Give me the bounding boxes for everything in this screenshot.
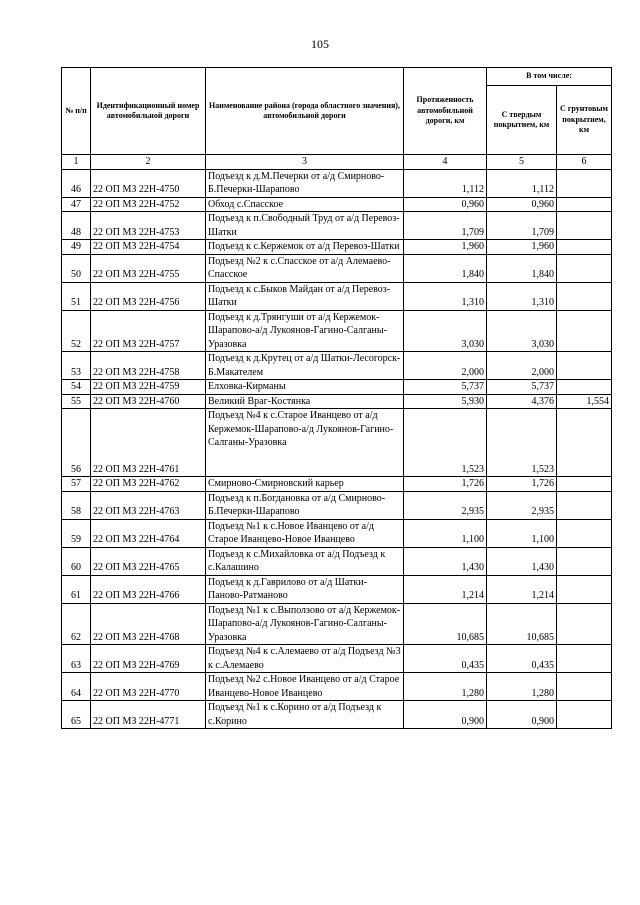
road-length: 2,000	[404, 352, 487, 380]
road-id: 22 ОП МЗ 22Н-4761	[91, 409, 206, 477]
row-number: 53	[62, 352, 91, 380]
table-row	[62, 409, 612, 477]
soil-surface-length	[557, 603, 612, 645]
road-name: Подъезд к д.Гаврилово от а/д Шатки-Паново-Ратманово	[206, 575, 404, 603]
road-id: 22 ОП МЗ 22Н-4750	[91, 169, 206, 197]
table-body	[62, 169, 612, 729]
hard-surface-length: 1,100	[487, 519, 557, 547]
row-number: 54	[62, 380, 91, 395]
row-number: 63	[62, 645, 91, 673]
table-row	[62, 519, 612, 547]
header-name: Наименование района (города областного значения), автомобильной дороги	[206, 68, 404, 155]
soil-surface-length	[557, 197, 612, 212]
hard-surface-length: 1,523	[487, 409, 557, 477]
road-id: 22 ОП МЗ 22Н-4766	[91, 575, 206, 603]
column-number: 6	[557, 155, 612, 170]
hard-surface-length: 1,280	[487, 673, 557, 701]
row-number: 57	[62, 477, 91, 492]
road-name: Подъезд №2 с.Новое Иванцево от а/д Старое Иванцево-Новое Иванцево	[206, 673, 404, 701]
road-name: Подъезд №4 к с.Старое Иванцево от а/д Кержемок-Шарапово-а/д Лукоянов-Гагино-Салганы-Уразовка	[206, 409, 404, 477]
road-length: 1,280	[404, 673, 487, 701]
header-num: № п/п	[62, 68, 91, 155]
row-number: 46	[62, 169, 91, 197]
table-row	[62, 394, 612, 409]
column-number: 1	[62, 155, 91, 170]
road-length: 5,930	[404, 394, 487, 409]
column-number: 4	[404, 155, 487, 170]
hard-surface-length: 5,737	[487, 380, 557, 395]
road-name: Смирново-Смирновский карьер	[206, 477, 404, 492]
road-length: 1,112	[404, 169, 487, 197]
road-length: 1,523	[404, 409, 487, 477]
road-length: 1,100	[404, 519, 487, 547]
road-id: 22 ОП МЗ 22Н-4759	[91, 380, 206, 395]
table-row	[62, 197, 612, 212]
hard-surface-length: 1,726	[487, 477, 557, 492]
road-name: Подъезд к с.Быков Майдан от а/д Перевоз-Шатки	[206, 282, 404, 310]
road-length: 1,726	[404, 477, 487, 492]
row-number: 59	[62, 519, 91, 547]
road-id: 22 ОП МЗ 22Н-4762	[91, 477, 206, 492]
row-number: 49	[62, 240, 91, 255]
hard-surface-length: 4,376	[487, 394, 557, 409]
road-length: 3,030	[404, 310, 487, 352]
header-group: В том числе:	[487, 68, 612, 86]
road-id: 22 ОП МЗ 22Н-4763	[91, 491, 206, 519]
table-row	[62, 380, 612, 395]
road-name: Подъезд к п.Свободный Труд от а/д Перевоз-Шатки	[206, 212, 404, 240]
soil-surface-length	[557, 491, 612, 519]
road-id: 22 ОП МЗ 22Н-4758	[91, 352, 206, 380]
road-id: 22 ОП МЗ 22Н-4756	[91, 282, 206, 310]
soil-surface-length	[557, 409, 612, 477]
table-row	[62, 352, 612, 380]
soil-surface-length	[557, 673, 612, 701]
hard-surface-length: 1,430	[487, 547, 557, 575]
road-length: 5,737	[404, 380, 487, 395]
soil-surface-length	[557, 282, 612, 310]
road-id: 22 ОП МЗ 22Н-4757	[91, 310, 206, 352]
row-number: 52	[62, 310, 91, 352]
table-row	[62, 547, 612, 575]
table-row	[62, 603, 612, 645]
soil-surface-length	[557, 575, 612, 603]
table-row	[62, 645, 612, 673]
hard-surface-length: 2,935	[487, 491, 557, 519]
road-id: 22 ОП МЗ 22Н-4760	[91, 394, 206, 409]
road-length: 0,960	[404, 197, 487, 212]
hard-surface-length: 1,112	[487, 169, 557, 197]
road-name: Подъезд №1 к с.Новое Иванцево от а/д Старое Иванцево-Новое Иванцево	[206, 519, 404, 547]
row-number: 58	[62, 491, 91, 519]
row-number: 47	[62, 197, 91, 212]
road-length: 0,435	[404, 645, 487, 673]
road-name: Подъезд к с.Кержемок от а/д Перевоз-Шатки	[206, 240, 404, 255]
soil-surface-length	[557, 352, 612, 380]
header-length: Протяженность автомобильной дороги, км	[404, 68, 487, 155]
row-number: 48	[62, 212, 91, 240]
row-number: 50	[62, 254, 91, 282]
soil-surface-length	[557, 240, 612, 255]
road-id: 22 ОП МЗ 22Н-4770	[91, 673, 206, 701]
hard-surface-length: 1,840	[487, 254, 557, 282]
column-number: 2	[91, 155, 206, 170]
road-length: 1,840	[404, 254, 487, 282]
header-hard: С твердым покрытием, км	[487, 86, 557, 155]
soil-surface-length	[557, 701, 612, 729]
row-number: 51	[62, 282, 91, 310]
road-name: Великий Враг-Костянка	[206, 394, 404, 409]
column-number-row	[62, 155, 612, 170]
hard-surface-length: 1,214	[487, 575, 557, 603]
row-number: 64	[62, 673, 91, 701]
row-number: 60	[62, 547, 91, 575]
hard-surface-length: 3,030	[487, 310, 557, 352]
hard-surface-length: 0,900	[487, 701, 557, 729]
road-id: 22 ОП МЗ 22Н-4754	[91, 240, 206, 255]
road-length: 2,935	[404, 491, 487, 519]
soil-surface-length	[557, 169, 612, 197]
road-id: 22 ОП МЗ 22Н-4771	[91, 701, 206, 729]
row-number: 62	[62, 603, 91, 645]
roads-table	[61, 67, 612, 729]
soil-surface-length	[557, 645, 612, 673]
road-id: 22 ОП МЗ 22Н-4768	[91, 603, 206, 645]
road-length: 0,900	[404, 701, 487, 729]
row-number: 55	[62, 394, 91, 409]
column-number: 5	[487, 155, 557, 170]
road-name: Подъезд к д.Крутец от а/д Шатки-Лесогорск-Б.Макателем	[206, 352, 404, 380]
table-row	[62, 282, 612, 310]
road-name: Подъезд №4 к с.Алемаево от а/д Подъезд №3 к с.Алемаево	[206, 645, 404, 673]
header-id: Идентификационный номер автомобильной дороги	[91, 68, 206, 155]
road-id: 22 ОП МЗ 22Н-4752	[91, 197, 206, 212]
road-name: Обход с.Спасское	[206, 197, 404, 212]
hard-surface-length: 10,685	[487, 603, 557, 645]
table-row	[62, 575, 612, 603]
road-length: 1,214	[404, 575, 487, 603]
table-row	[62, 477, 612, 492]
road-name: Подъезд №1 к с.Корино от а/д Подъезд к с.Корино	[206, 701, 404, 729]
table-row	[62, 310, 612, 352]
soil-surface-length	[557, 519, 612, 547]
soil-surface-length	[557, 380, 612, 395]
soil-surface-length: 1,554	[557, 394, 612, 409]
hard-surface-length: 0,435	[487, 645, 557, 673]
row-number: 61	[62, 575, 91, 603]
road-id: 22 ОП МЗ 22Н-4755	[91, 254, 206, 282]
road-id: 22 ОП МЗ 22Н-4765	[91, 547, 206, 575]
table-row	[62, 701, 612, 729]
hard-surface-length: 1,960	[487, 240, 557, 255]
road-name: Елховка-Кирманы	[206, 380, 404, 395]
road-id: 22 ОП МЗ 22Н-4753	[91, 212, 206, 240]
road-length: 1,709	[404, 212, 487, 240]
hard-surface-length: 1,709	[487, 212, 557, 240]
row-number: 56	[62, 409, 91, 477]
road-length: 10,685	[404, 603, 487, 645]
soil-surface-length	[557, 547, 612, 575]
road-name: Подъезд №1 к с.Выползово от а/д Кержемок-Шарапово-а/д Лукоянов-Гагино-Салганы-Уразовка	[206, 603, 404, 645]
table-row	[62, 673, 612, 701]
road-name: Подъезд к с.Михайловка от а/д Подъезд к с.Калашино	[206, 547, 404, 575]
table-header	[62, 68, 612, 170]
hard-surface-length: 0,960	[487, 197, 557, 212]
road-name: Подъезд к д.М.Печерки от а/д Смирново-Б.Печерки-Шарапово	[206, 169, 404, 197]
hard-surface-length: 2,000	[487, 352, 557, 380]
road-length: 1,960	[404, 240, 487, 255]
table-row	[62, 240, 612, 255]
road-id: 22 ОП МЗ 22Н-4769	[91, 645, 206, 673]
soil-surface-length	[557, 212, 612, 240]
road-name: Подъезд №2 к с.Спасское от а/д Алемаево-Спасское	[206, 254, 404, 282]
road-id: 22 ОП МЗ 22Н-4764	[91, 519, 206, 547]
row-number: 65	[62, 701, 91, 729]
road-name: Подъезд к п.Богдановка от а/д Смирново-Б.Печерки-Шарапово	[206, 491, 404, 519]
soil-surface-length	[557, 254, 612, 282]
soil-surface-length	[557, 310, 612, 352]
soil-surface-length	[557, 477, 612, 492]
road-length: 1,430	[404, 547, 487, 575]
table-row	[62, 491, 612, 519]
table-row	[62, 212, 612, 240]
page-number: 105	[311, 37, 329, 51]
road-length: 1,310	[404, 282, 487, 310]
header-soil: С грунтовым покрытием, км	[557, 86, 612, 155]
table-row	[62, 169, 612, 197]
column-number: 3	[206, 155, 404, 170]
table-row	[62, 254, 612, 282]
hard-surface-length: 1,310	[487, 282, 557, 310]
road-name: Подъезд к д.Трянгуши от а/д Кержемок-Шарапово-а/д Лукоянов-Гагино-Салганы-Уразовка	[206, 310, 404, 352]
